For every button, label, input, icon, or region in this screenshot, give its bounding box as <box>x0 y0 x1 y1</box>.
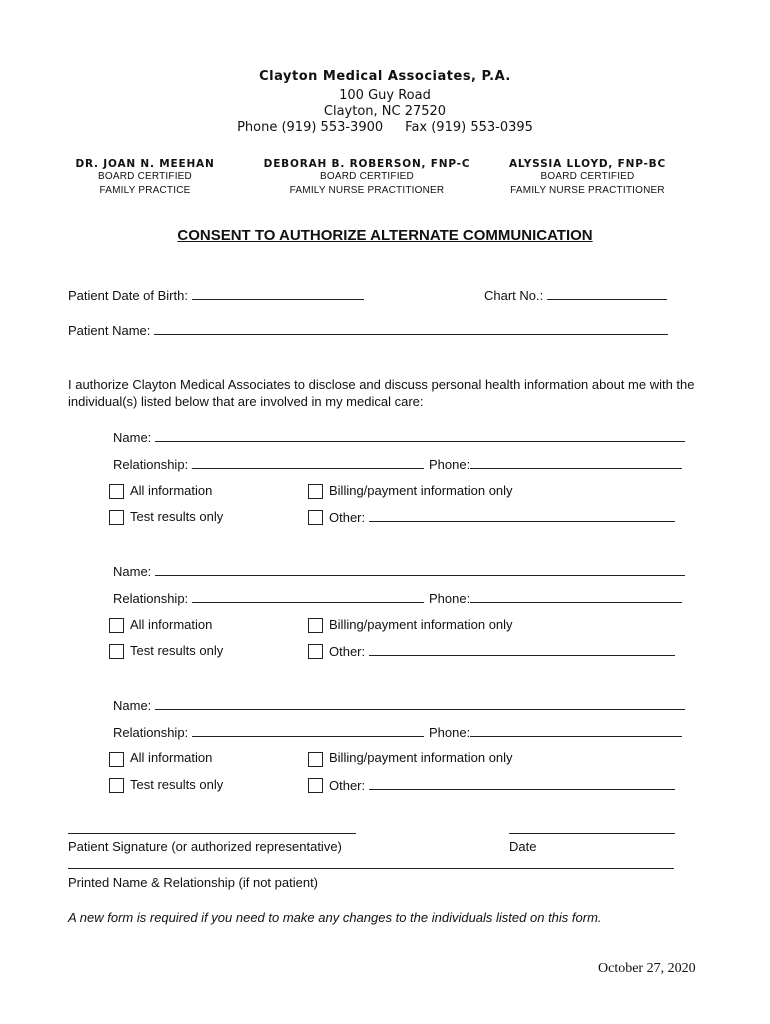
chart-field <box>484 287 667 303</box>
contact-block-2 <box>0 563 770 673</box>
patient-signature-label: Patient Signature (or authorized representative) <box>68 839 342 854</box>
provider-certification: BOARD CERTIFIED <box>320 171 414 182</box>
other-input[interactable] <box>369 777 675 790</box>
dob-label: Patient Date of Birth: <box>68 288 188 303</box>
phone-label: Phone: <box>429 591 471 606</box>
contact-name-label: Name: <box>113 564 152 579</box>
authorization-text-line1: I authorize Clayton Medical Associates to disclose and discuss personal health information about me with the <box>68 377 695 392</box>
all-information-checkbox[interactable] <box>109 618 124 633</box>
all-information-label: All information <box>130 483 213 498</box>
billing-checkbox[interactable] <box>308 484 323 499</box>
other-input[interactable] <box>369 643 675 656</box>
other-label: Other: <box>329 644 366 659</box>
contact-name-label: Name: <box>113 430 152 445</box>
relationship-label: Relationship: <box>113 591 189 606</box>
contact-name-field <box>113 563 685 579</box>
provider-name: DEBORAH B. ROBERSON, FNP-C <box>263 158 471 170</box>
provider-specialty: FAMILY PRACTICE <box>99 185 191 196</box>
other-field <box>329 777 675 793</box>
phone-field <box>429 456 682 472</box>
phone-input[interactable] <box>470 590 682 603</box>
test-results-label: Test results only <box>130 643 224 658</box>
phone-label: Phone: <box>429 725 471 740</box>
relationship-input[interactable] <box>192 724 424 737</box>
phone-field <box>429 590 682 606</box>
chart-input[interactable] <box>547 287 667 300</box>
practice-fax: Fax (919) 553-0395 <box>405 120 533 135</box>
contact-name-input[interactable] <box>155 429 685 442</box>
other-field <box>329 509 675 525</box>
form-title: CONSENT TO AUTHORIZE ALTERNATE COMMUNICATION <box>177 227 593 244</box>
relationship-label: Relationship: <box>113 725 189 740</box>
test-results-checkbox[interactable] <box>109 778 124 793</box>
provider-certification: BOARD CERTIFIED <box>98 171 192 182</box>
footer-note: A new form is required if you need to make any changes to the individuals listed on this form. <box>68 910 602 925</box>
contact-name-input[interactable] <box>155 563 685 576</box>
practice-address-line2: Clayton, NC 27520 <box>323 104 447 119</box>
phone-input[interactable] <box>470 456 682 469</box>
relationship-input[interactable] <box>192 590 424 603</box>
contact-name-field <box>113 429 685 445</box>
date-label: Date <box>509 839 537 854</box>
date-line[interactable] <box>509 833 675 834</box>
authorization-text-line2: individual(s) listed below that are involved in my medical care: <box>68 394 424 409</box>
printed-name-label: Printed Name & Relationship (if not patient) <box>68 875 319 890</box>
billing-label: Billing/payment information only <box>329 617 513 632</box>
other-field <box>329 643 675 659</box>
relationship-field <box>113 590 424 606</box>
billing-checkbox[interactable] <box>308 618 323 633</box>
other-checkbox[interactable] <box>308 644 323 659</box>
patient-name-field <box>68 322 668 338</box>
all-information-label: All information <box>130 617 213 632</box>
relationship-input[interactable] <box>192 456 424 469</box>
practice-name: Clayton Medical Associates, P.A. <box>259 69 511 84</box>
practice-address-line1: 100 Guy Road <box>339 88 431 103</box>
all-information-checkbox[interactable] <box>109 484 124 499</box>
all-information-checkbox[interactable] <box>109 752 124 767</box>
provider-lloyd <box>505 158 670 198</box>
dob-field <box>68 287 364 303</box>
test-results-label: Test results only <box>130 509 224 524</box>
contact-name-field <box>113 697 685 713</box>
chart-label: Chart No.: <box>484 288 544 303</box>
other-input[interactable] <box>369 509 675 522</box>
provider-certification: BOARD CERTIFIED <box>540 171 635 182</box>
test-results-label: Test results only <box>130 777 224 792</box>
provider-specialty: FAMILY NURSE PRACTITIONER <box>289 185 445 196</box>
patient-name-label: Patient Name: <box>68 323 151 338</box>
other-checkbox[interactable] <box>308 510 323 525</box>
provider-name: DR. JOAN N. MEEHAN <box>75 158 215 170</box>
provider-roberson <box>262 158 472 198</box>
other-checkbox[interactable] <box>308 778 323 793</box>
relationship-field <box>113 456 424 472</box>
phone-input[interactable] <box>470 724 682 737</box>
contact-name-input[interactable] <box>155 697 685 710</box>
provider-specialty: FAMILY NURSE PRACTITIONER <box>510 185 665 196</box>
dob-input[interactable] <box>192 287 364 300</box>
patient-name-input[interactable] <box>154 322 668 335</box>
phone-field <box>429 724 682 740</box>
contact-block-1 <box>0 429 770 539</box>
billing-checkbox[interactable] <box>308 752 323 767</box>
test-results-checkbox[interactable] <box>109 510 124 525</box>
contact-name-label: Name: <box>113 698 152 713</box>
other-label: Other: <box>329 510 366 525</box>
phone-label: Phone: <box>429 457 471 472</box>
provider-meehan <box>70 158 220 198</box>
billing-label: Billing/payment information only <box>329 750 513 765</box>
printed-name-line[interactable] <box>68 868 674 869</box>
practice-phone: Phone (919) 553-3900 <box>237 120 384 135</box>
billing-label: Billing/payment information only <box>329 483 513 498</box>
all-information-label: All information <box>130 750 213 765</box>
practice-phone-fax <box>0 120 770 135</box>
relationship-field <box>113 724 424 740</box>
patient-signature-line[interactable] <box>68 833 356 834</box>
contact-block-3 <box>0 697 770 807</box>
other-label: Other: <box>329 778 366 793</box>
relationship-label: Relationship: <box>113 457 189 472</box>
revision-date: October 27, 2020 <box>598 961 696 976</box>
provider-name: ALYSSIA LLOYD, FNP-BC <box>509 158 666 170</box>
test-results-checkbox[interactable] <box>109 644 124 659</box>
